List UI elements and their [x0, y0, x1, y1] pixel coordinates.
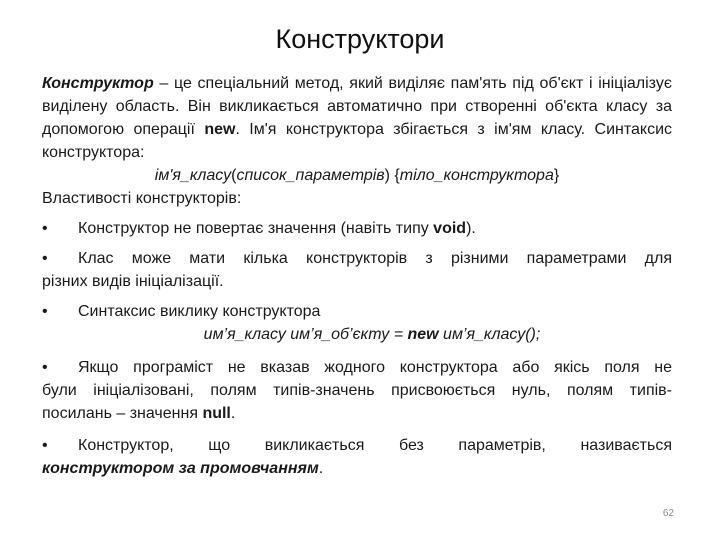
keyword-null: null: [202, 405, 231, 422]
bullet-text-3: Синтаксис виклику конструктора: [78, 303, 321, 320]
keyword-new: new: [204, 121, 236, 138]
bullet-marker: •: [42, 250, 48, 267]
properties-heading: Властивості конструкторів:: [42, 190, 242, 207]
syntax-paren-close: ) {: [384, 167, 400, 184]
constructor-syntax: [42, 164, 672, 187]
intro-paragraph: [42, 72, 672, 164]
slide-title: Конструктори: [275, 24, 445, 54]
bullet-item-1: [42, 217, 672, 240]
term-default-constructor: конструктором за промовчанням: [42, 460, 319, 477]
call-syntax: [42, 323, 672, 346]
bullet-text-4: Якщо програміст не вказав жодного конструктора або якісь поля не: [78, 359, 672, 376]
bullet-text-4-line-2: були ініціалізовані, полям типів-значень присвоюється нуль, полям типів-: [42, 382, 672, 399]
bullet-item-4: [42, 356, 672, 379]
bullet-text-5-continued: конструктором за промовчанням.: [42, 460, 324, 477]
bullet-item-5: [42, 434, 672, 457]
bullet-marker: •: [42, 359, 48, 376]
syntax-body: тіло_конструктора: [399, 167, 554, 184]
bullet-marker: •: [42, 220, 48, 237]
intro-text-1: – це спеціальний метод, який виділяє пам'ять під об'єкт і ініціалізує виділену область. Він викликається автоматично при створенні об'єкта класу за допомогою операції: [42, 75, 672, 138]
call-syntax-part-1: им’я_класу им’я_об’єкту =: [203, 326, 408, 343]
term-constructor: Конструктор: [42, 75, 154, 92]
bullet-item-3: [42, 300, 672, 323]
bullet-item-2: [42, 247, 672, 270]
bullet-text-2-continued: різних видів ініціалізації.: [42, 273, 224, 290]
bullet-text-1: Конструктор не повертає значення (навіть типу void).: [78, 220, 476, 237]
syntax-class-name: ім'я_класу: [154, 167, 232, 184]
bullet-text-2: Клас може мати кілька конструкторів з різними параметрами для: [78, 250, 672, 267]
bullet-marker: •: [42, 303, 48, 320]
call-syntax-part-2: им’я_класу();: [438, 326, 541, 343]
syntax-paren-open: (: [231, 167, 237, 184]
bullet-text-5: Конструктор, що викликається без параметрів, називається: [78, 437, 672, 454]
bullet-marker: •: [42, 437, 48, 454]
bullet-text-4-line-3: посилань – значення null.: [42, 405, 236, 422]
keyword-void: void: [433, 220, 467, 237]
slide-content: [42, 72, 672, 480]
syntax-brace-close: }: [553, 167, 560, 184]
intro-text-2: . Ім'я конструктора збігається з ім'ям класу. Синтаксис конструктора:: [42, 121, 673, 161]
syntax-param-list: список_параметрів: [236, 167, 385, 184]
page-number: 62: [662, 508, 674, 519]
call-keyword-new: new: [407, 326, 439, 343]
